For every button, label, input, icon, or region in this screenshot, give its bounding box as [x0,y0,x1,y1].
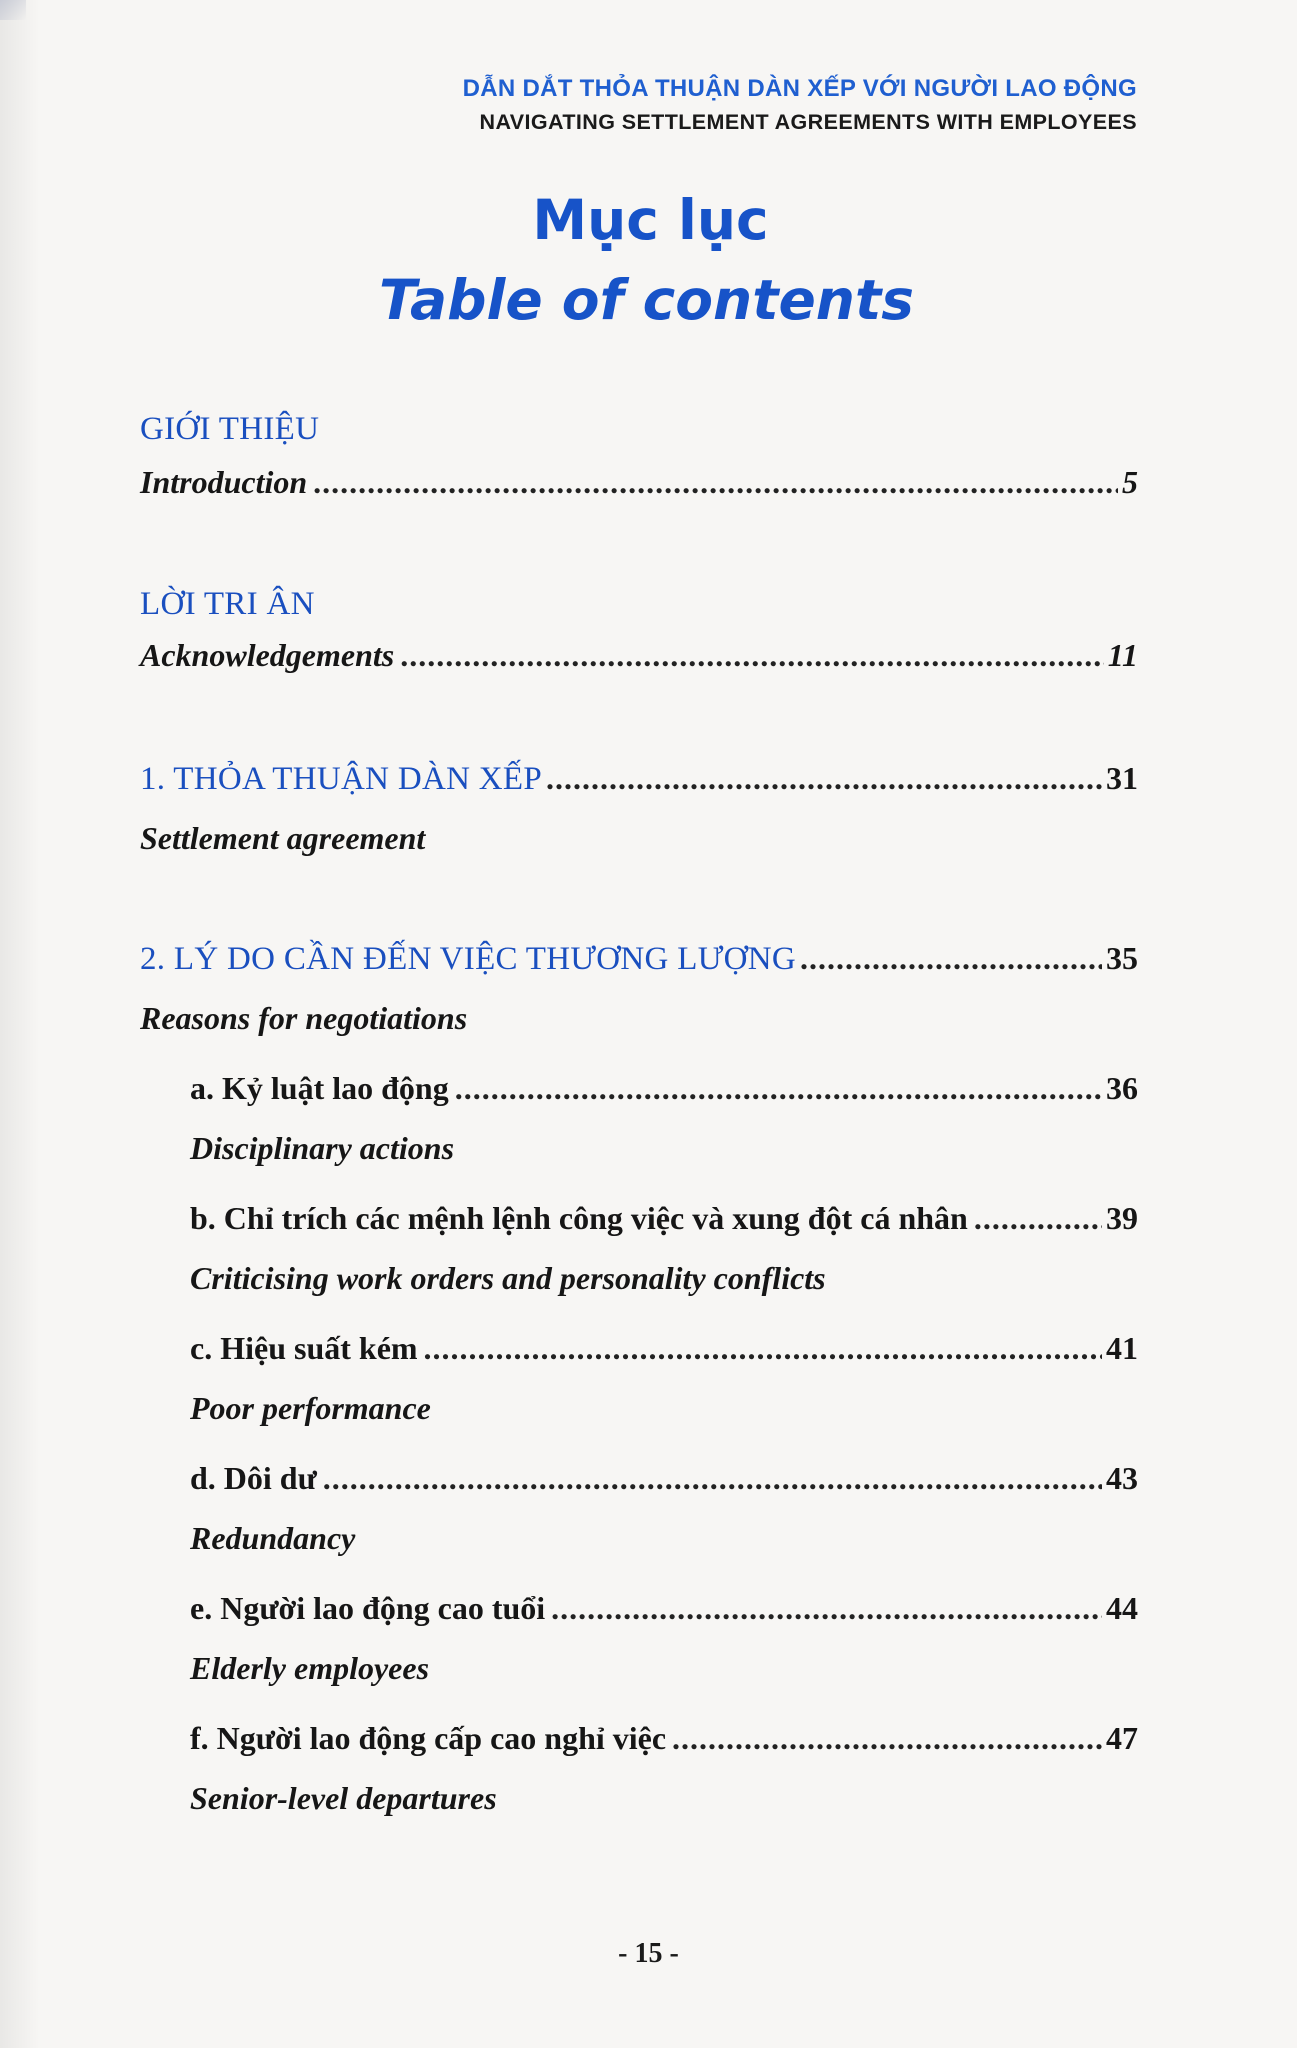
toc-entry-chapter-2[interactable] [140,936,1138,981]
toc-heading-intro [140,407,1138,451]
page-number: 43 [1106,1460,1138,1496]
toc-subentry-f-en: Senior-level departures [190,1780,497,1816]
toc-subentry-f-vi: f. Người lao động cấp cao nghỉ việc [190,1720,667,1756]
toc-subentry-a[interactable] [190,1066,1138,1110]
toc-chapter-2-vi: 2. LÝ DO CẦN ĐẾN VIỆC THƯƠNG LƯỢNG [140,941,796,977]
toc-subentry-d-vi: d. Dôi dư [190,1460,317,1496]
toc-subentry-f[interactable] [190,1716,1138,1760]
toc-subentry-e[interactable] [190,1586,1138,1630]
page-number: 5 [1122,464,1138,500]
corner-scan-mark [0,0,26,20]
toc-subentry-e-vi: e. Người lao động cao tuổi [190,1590,546,1626]
dot-leader [551,1586,1102,1630]
toc-subentry-b[interactable] [190,1196,1138,1240]
toc-chapter-2-en-line [140,996,1138,1040]
page-number: 39 [1106,1200,1138,1236]
toc-subentry-e-en-line [190,1646,1138,1690]
dot-leader [800,936,1102,980]
dot-leader [313,460,1118,504]
page-number: 47 [1106,1720,1138,1756]
toc-subentry-b-en: Criticising work orders and personality conflicts [190,1260,826,1296]
running-header-vi: DẪN DẮT THỎA THUẬN DÀN XẾP VỚI NGƯỜI LAO ĐỘNG [462,75,1137,102]
toc-subentry-a-en: Disciplinary actions [190,1130,455,1166]
toc-heading-ack-vi: LỜI TRI ÂN [140,586,315,622]
dot-leader [974,1196,1102,1240]
toc-chapter-1-en: Settlement agreement [140,820,426,856]
toc-subentry-b-vi: b. Chỉ trích các mệnh lệnh công việc và xung đột cá nhân [190,1200,968,1236]
toc-heading-intro-vi: GIỚI THIỆU [140,411,320,447]
toc-subentry-b-en-line [190,1256,1138,1300]
toc-chapter-1-vi: 1. THỎA THUẬN DÀN XẾP [140,761,543,797]
page-number: 35 [1106,940,1138,976]
toc-subentry-d-en-line [190,1516,1138,1560]
toc-entry-intro-en: Introduction [140,464,308,500]
toc-title [0,180,1297,340]
toc-subentry-e-en: Elderly employees [190,1650,430,1686]
toc-subentry-c-en: Poor performance [190,1390,431,1426]
title-en: Table of contents [379,268,914,332]
page-folio: - 15 - [618,1938,679,1969]
dot-leader [323,1456,1102,1500]
toc-subentry-c[interactable] [190,1326,1138,1370]
toc-subentry-a-en-line [190,1126,1138,1170]
running-header-en: NAVIGATING SETTLEMENT AGREEMENTS WITH EMPLOYEES [479,110,1137,134]
dot-leader [400,633,1104,677]
toc-subentry-d-en: Redundancy [190,1520,356,1556]
toc-subentry-f-en-line [190,1776,1138,1820]
page-number: 36 [1106,1070,1138,1106]
toc-chapter-1-en-line [140,816,1138,860]
dot-leader [672,1716,1102,1760]
page-number: 31 [1106,760,1138,796]
toc-entry-chapter-1[interactable] [140,756,1138,801]
dot-leader [455,1066,1102,1110]
title-vi: Mục lục [532,188,769,252]
toc-entry-ack[interactable] [140,633,1138,677]
running-header [463,72,1137,138]
toc-chapter-2-en: Reasons for negotiations [140,1000,468,1036]
page-number: 44 [1106,1590,1138,1626]
toc-entry-intro[interactable] [140,460,1138,504]
toc-subentry-a-vi: a. Kỷ luật lao động [190,1070,449,1106]
toc-subentry-d[interactable] [190,1456,1138,1500]
toc-subentry-c-vi: c. Hiệu suất kém [190,1330,418,1366]
toc-subentry-c-en-line [190,1386,1138,1430]
toc-heading-ack [140,582,1138,626]
page-number: 11 [1107,637,1138,673]
page-number: 41 [1106,1330,1138,1366]
toc-entry-ack-en: Acknowledgements [140,637,395,673]
dot-leader [546,756,1102,800]
dot-leader [424,1326,1102,1370]
